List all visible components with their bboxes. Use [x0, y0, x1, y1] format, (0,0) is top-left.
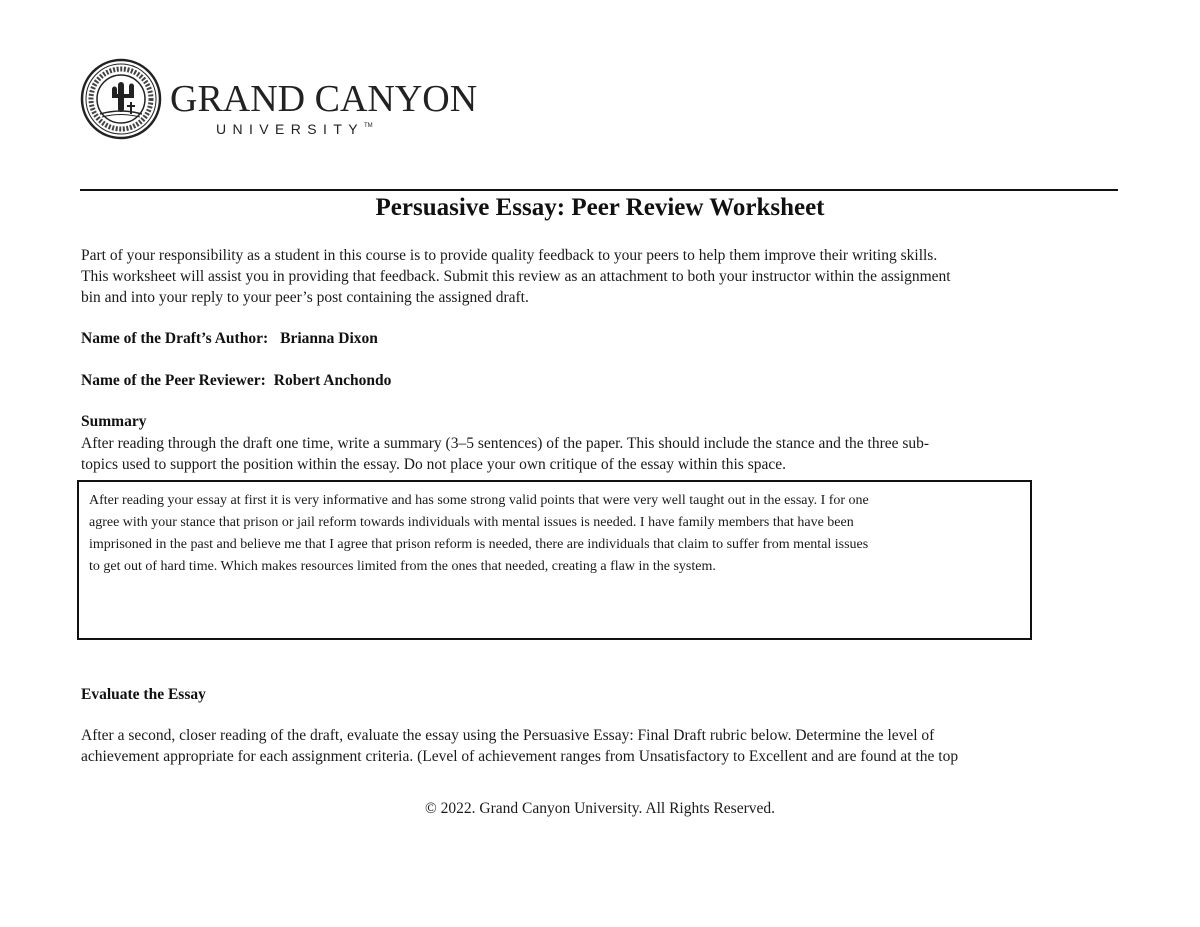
- copyright-footer: © 2022. Grand Canyon University. All Rights Reserved.: [424, 800, 775, 817]
- intro-line: bin and into your reply to your peer’s post containing the assigned draft.: [81, 289, 529, 306]
- summary-response-line: imprisoned in the past and believe me that I agree that prison reform is needed, there are individuals that claim to suffer from mental issues: [89, 537, 869, 552]
- summary-response-box[interactable]: [77, 480, 1032, 640]
- summary-instructions: [81, 433, 1121, 475]
- author-row: [81, 328, 378, 349]
- evaluate-heading: Evaluate the Essay: [81, 686, 206, 703]
- reviewer-value[interactable]: Robert Anchondo: [273, 372, 392, 389]
- evaluate-line: achievement appropriate for each assignment criteria. (Level of achievement ranges from Unsatisfactory to Excellent and are found at the top: [81, 748, 959, 765]
- header-divider: [80, 189, 1118, 191]
- author-value[interactable]: Brianna Dixon: [280, 330, 378, 347]
- evaluate-paragraph: [81, 725, 1121, 767]
- logo-wordmark-sub: UNIVERSITY™: [216, 121, 373, 137]
- author-label: Name of the Draft’s Author:: [81, 330, 269, 347]
- reviewer-row: [81, 370, 391, 391]
- evaluate-line: After a second, closer reading of the draft, evaluate the essay using the Persuasive Essay: Final Draft rubric below. Determine the level of: [81, 727, 935, 744]
- university-seal-icon: [80, 58, 162, 140]
- summary-response-line: to get out of hard time. Which makes resources limited from the ones that needed, creating a flaw in the system.: [89, 559, 716, 574]
- intro-paragraph: [81, 245, 1121, 308]
- intro-line: Part of your responsibility as a student in this course is to provide quality feedback to your peers to help them improve their writing skills.: [81, 247, 938, 264]
- page-title: Persuasive Essay: Peer Review Worksheet: [375, 194, 825, 221]
- intro-line: This worksheet will assist you in providing that feedback. Submit this review as an attachment to both your instructor within the assignment: [81, 268, 951, 285]
- university-logo: [80, 58, 478, 142]
- logo-wordmark: GRAND CANYON: [170, 78, 478, 120]
- summary-heading: Summary: [81, 413, 147, 430]
- summary-instruction-line: After reading through the draft one time, write a summary (3–5 sentences) of the paper. This should include the stance and the three sub-: [81, 435, 930, 452]
- summary-response-text[interactable]: [89, 490, 1029, 578]
- summary-response-line: After reading your essay at first it is very informative and has some strong valid points that were very well taught out in the essay. I for one: [89, 493, 869, 508]
- summary-response-line: agree with your stance that prison or jail reform towards individuals with mental issues is needed. I have family members that have been: [89, 515, 854, 530]
- summary-instruction-line: topics used to support the position within the essay. Do not place your own critique of the essay within this space.: [81, 456, 786, 473]
- reviewer-label: Name of the Peer Reviewer:: [81, 372, 266, 389]
